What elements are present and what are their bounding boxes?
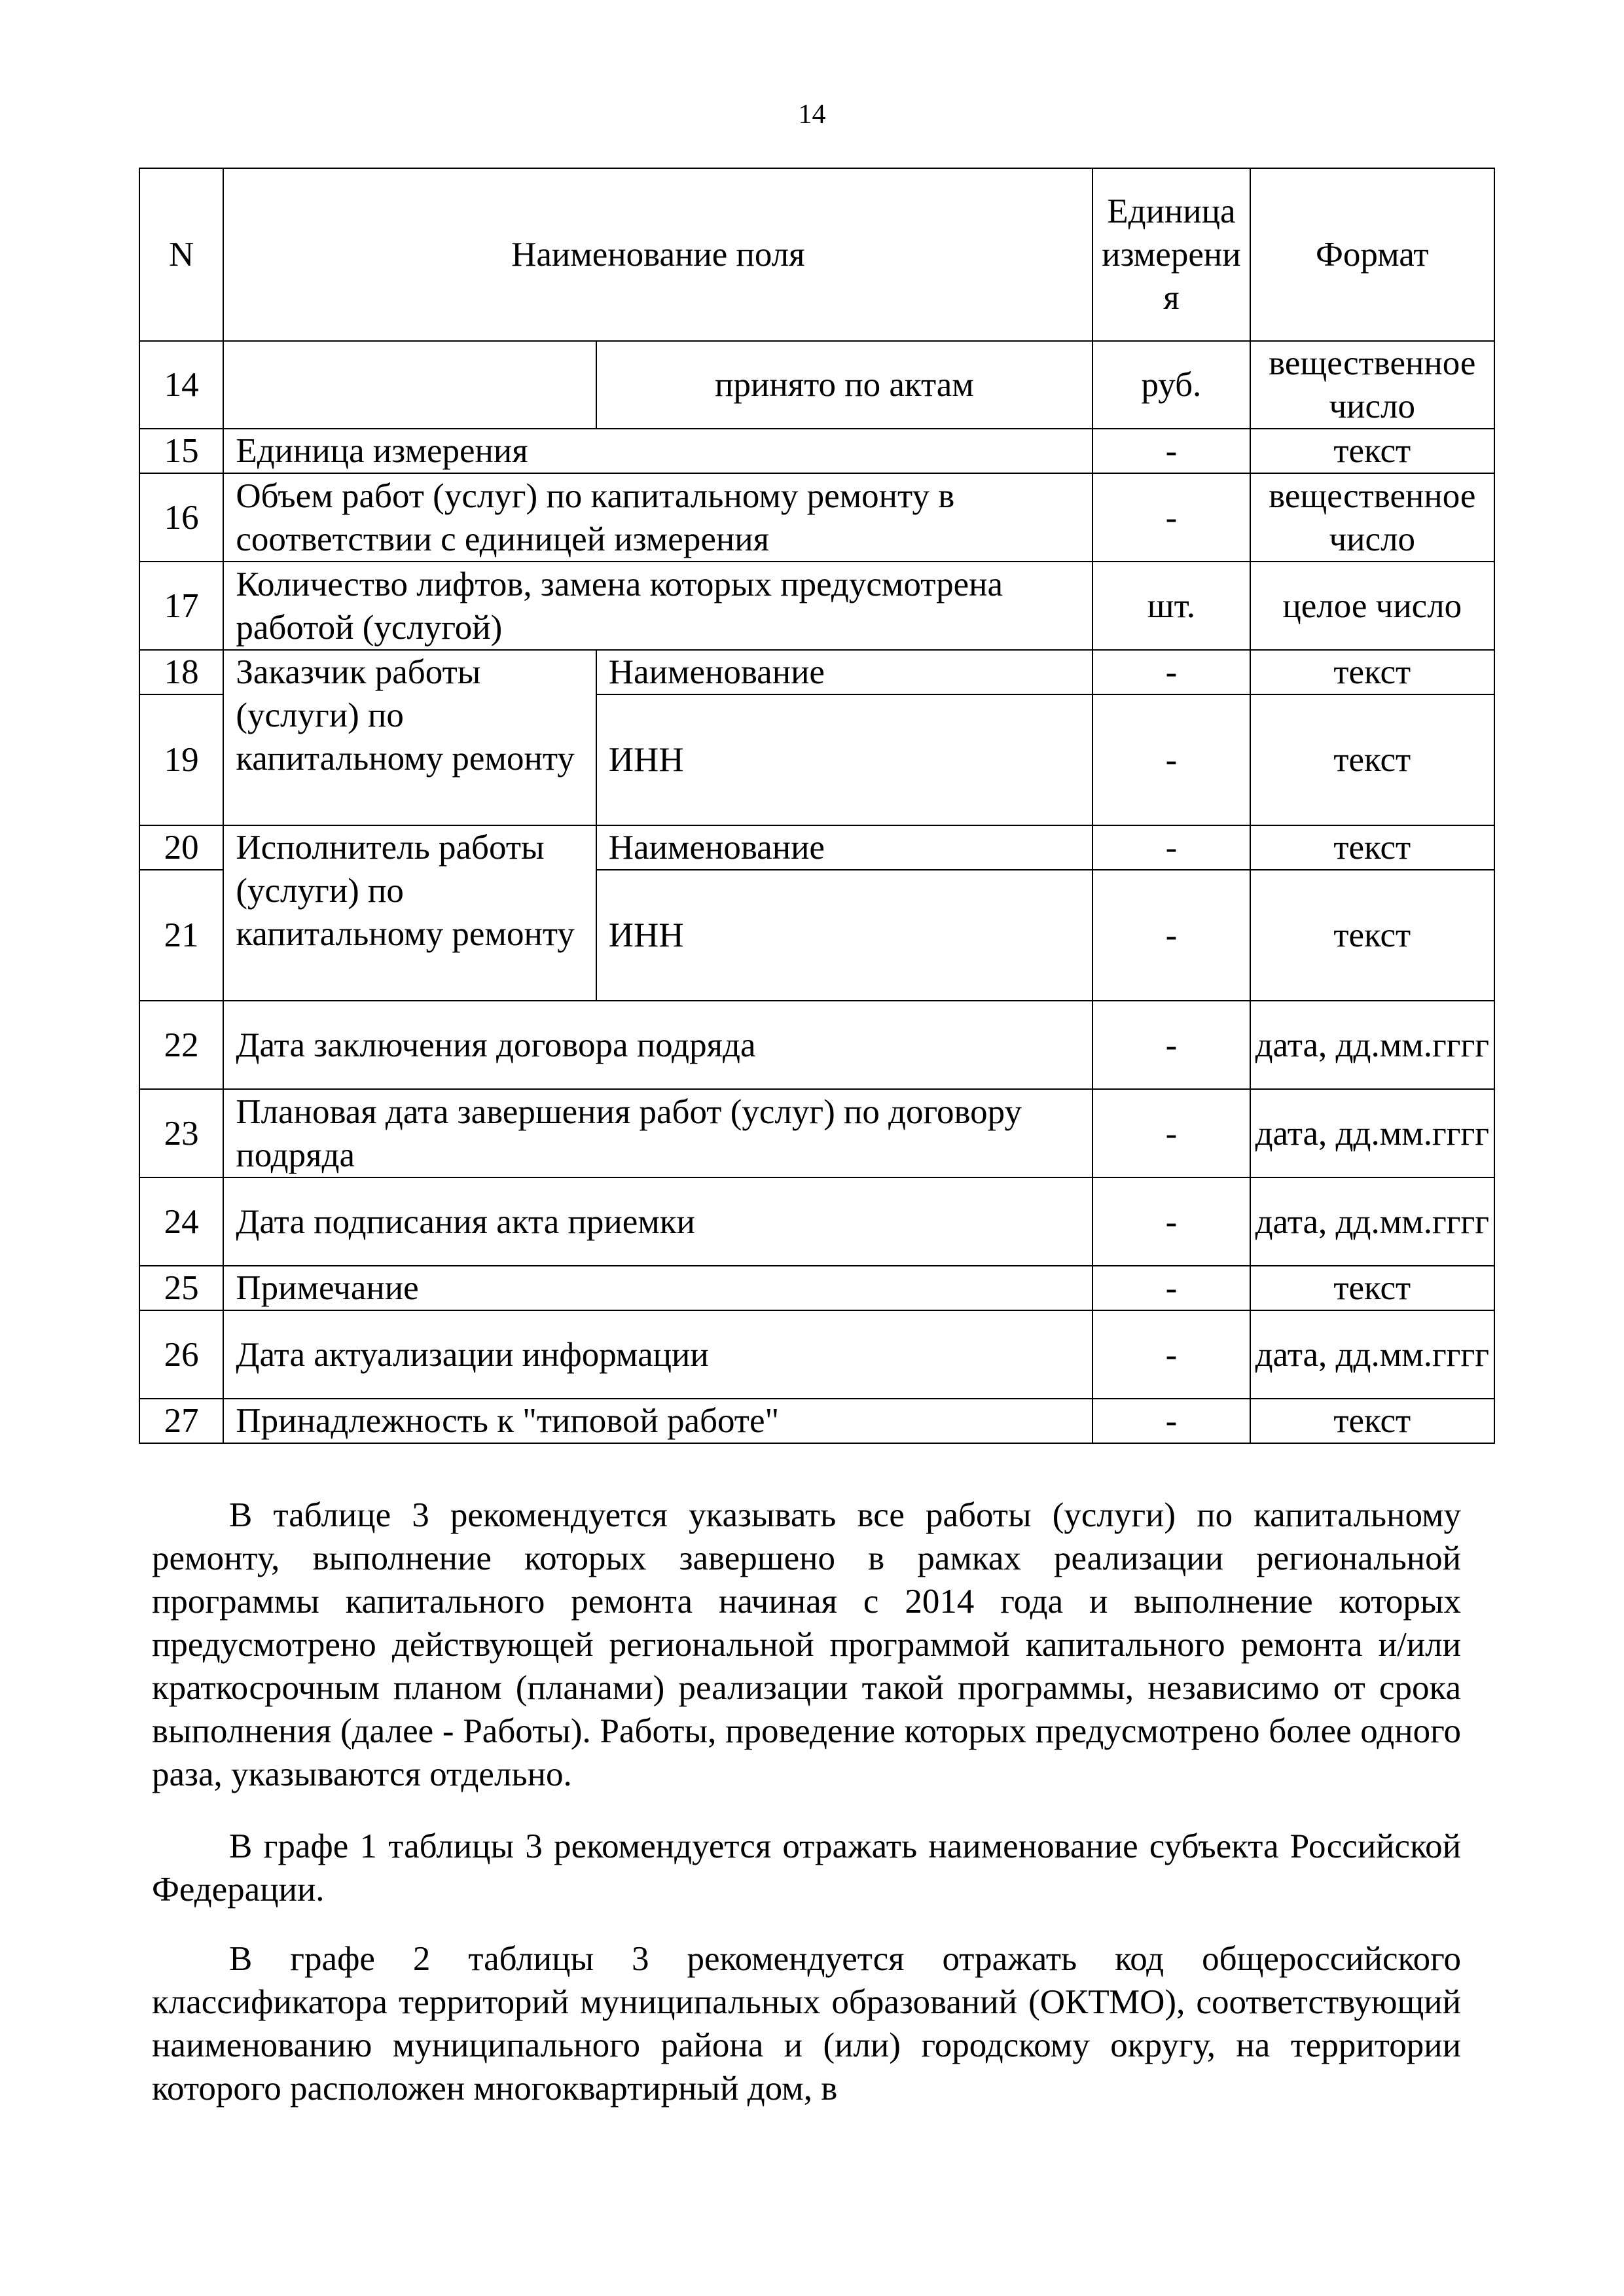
row-unit: шт. xyxy=(1092,562,1250,650)
table-row xyxy=(139,473,1494,562)
row-number: 14 xyxy=(139,341,223,429)
row-format: дата, дд.мм.гггг xyxy=(1250,1177,1494,1266)
row-number: 21 xyxy=(139,870,223,1001)
row-field-name: Объем работ (услуг) по капитальному ремонту в соответствии с единицей измерения xyxy=(223,473,1092,562)
row-number: 19 xyxy=(139,694,223,825)
table-row xyxy=(139,1089,1494,1177)
table-row xyxy=(139,825,1494,870)
row-field-name: Примечание xyxy=(223,1266,1092,1310)
row-format: дата, дд.мм.гггг xyxy=(1250,1310,1494,1399)
row-field-name: Дата заключения договора подряда xyxy=(223,1001,1092,1089)
row-format: текст xyxy=(1250,1266,1494,1310)
paragraph-2-block xyxy=(152,1825,1461,1911)
row-group-name: Заказчик работы (услуги) по капитальному ремонту xyxy=(223,650,596,825)
row-unit: - xyxy=(1092,694,1250,825)
table-row xyxy=(139,1266,1494,1310)
row-format: вещественное число xyxy=(1250,341,1494,429)
table-row xyxy=(139,1001,1494,1089)
row-field-name: Принадлежность к "типовой работе" xyxy=(223,1399,1092,1443)
header-field-name: Наименование поля xyxy=(223,168,1092,341)
row-format: текст xyxy=(1250,1399,1494,1443)
row-unit: - xyxy=(1092,870,1250,1001)
row-number: 27 xyxy=(139,1399,223,1443)
paragraph-2: В графе 1 таблицы 3 рекомендуется отражать наименование субъекта Российской Федерации. xyxy=(152,1827,1461,1909)
table-row xyxy=(139,562,1494,650)
header-n: N xyxy=(139,168,223,341)
header-format: Формат xyxy=(1250,168,1494,341)
row-field-name: Количество лифтов, замена которых предусмотрена работой (услугой) xyxy=(223,562,1092,650)
fields-table xyxy=(139,168,1495,1444)
row-unit: - xyxy=(1092,1177,1250,1266)
row-format: целое число xyxy=(1250,562,1494,650)
row-empty-cell xyxy=(223,341,596,429)
row-unit: руб. xyxy=(1092,341,1250,429)
row-number: 17 xyxy=(139,562,223,650)
row-subfield: ИНН xyxy=(596,870,1092,1001)
table-header-row xyxy=(139,168,1494,341)
row-group-name: Исполнитель работы (услуги) по капитальному ремонту xyxy=(223,825,596,1001)
row-subfield: принято по актам xyxy=(596,341,1092,429)
table-row xyxy=(139,1310,1494,1399)
paragraph-3-block xyxy=(152,1937,1461,2110)
row-unit: - xyxy=(1092,1001,1250,1089)
row-unit: - xyxy=(1092,650,1250,694)
row-field-name: Плановая дата завершения работ (услуг) по договору подряда xyxy=(223,1089,1092,1177)
row-field-name: Единица измерения xyxy=(223,429,1092,473)
row-unit: - xyxy=(1092,1266,1250,1310)
row-format: текст xyxy=(1250,650,1494,694)
row-format: текст xyxy=(1250,694,1494,825)
row-subfield: Наименование xyxy=(596,650,1092,694)
table-row xyxy=(139,429,1494,473)
row-field-name: Дата актуализации информации xyxy=(223,1310,1092,1399)
table-row xyxy=(139,1177,1494,1266)
row-format: текст xyxy=(1250,870,1494,1001)
paragraph-1-block xyxy=(152,1494,1461,1796)
row-number: 16 xyxy=(139,473,223,562)
paragraph-3: В графе 2 таблицы 3 рекомендуется отражать код общероссийского классификатора территорий муниципальных образований (ОКТМО), соответствующий наименованию муниципального района и (или) городскому округу, на территории которого расположен многоквартирный дом, в xyxy=(152,1940,1461,2108)
row-format: дата, дд.мм.гггг xyxy=(1250,1001,1494,1089)
row-format: дата, дд.мм.гггг xyxy=(1250,1089,1494,1177)
row-unit: - xyxy=(1092,429,1250,473)
row-unit: - xyxy=(1092,473,1250,562)
table-row xyxy=(139,1399,1494,1443)
table-row xyxy=(139,341,1494,429)
row-number: 23 xyxy=(139,1089,223,1177)
row-unit: - xyxy=(1092,1310,1250,1399)
row-format: вещественное число xyxy=(1250,473,1494,562)
row-field-name: Дата подписания акта приемки xyxy=(223,1177,1092,1266)
row-number: 26 xyxy=(139,1310,223,1399)
page-number: 14 xyxy=(798,99,826,130)
row-number: 18 xyxy=(139,650,223,694)
row-number: 15 xyxy=(139,429,223,473)
row-subfield: ИНН xyxy=(596,694,1092,825)
row-format: текст xyxy=(1250,825,1494,870)
header-unit: Единица измерения xyxy=(1092,168,1250,341)
table-row xyxy=(139,650,1494,694)
paragraph-1: В таблице 3 рекомендуется указывать все работы (услуги) по капитальному ремонту, выполнение которых завершено в рамках реализации региональной программы капитального ремонта начиная с 2014 года и выполнение которых предусмотрено действующей региональной программой капитального ремонта и/или краткосрочным планом (планами) реализации такой программы, независимо от срока выполнения (далее - Работы). Работы, проведение которых предусмотрено более одного раза, указываются отдельно. xyxy=(152,1496,1461,1793)
row-subfield: Наименование xyxy=(596,825,1092,870)
row-format: текст xyxy=(1250,429,1494,473)
row-number: 22 xyxy=(139,1001,223,1089)
row-number: 24 xyxy=(139,1177,223,1266)
row-unit: - xyxy=(1092,1399,1250,1443)
row-unit: - xyxy=(1092,1089,1250,1177)
row-number: 25 xyxy=(139,1266,223,1310)
row-number: 20 xyxy=(139,825,223,870)
row-unit: - xyxy=(1092,825,1250,870)
